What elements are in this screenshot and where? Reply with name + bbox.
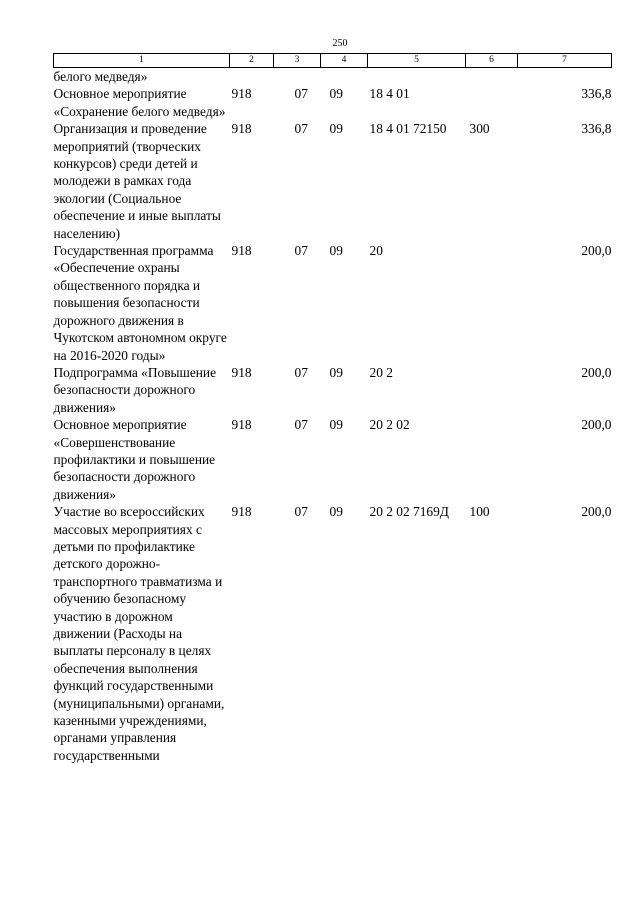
table-row [54,120,612,242]
row-admin-code: 918 [231,121,252,137]
row-expense-type [466,416,518,503]
row-amount: 200,0 [581,364,612,380]
column-number-1: 1 [54,54,230,68]
row-section: 07 [294,86,308,102]
row-subsection: 09 [329,504,343,520]
row-name: Государственная программа «Обеспечение охраны общественного порядка и повышения безопасности дорожного движения в Чукотском автономном округе на 2016-2020 годы» [53,243,227,363]
row-expense-type: 100 [469,504,490,520]
row-amount: 200,0 [581,504,612,520]
row-amount [518,68,612,86]
row-subsection: 09 [329,121,343,137]
column-number-7: 7 [518,54,612,68]
row-admin-code [230,68,274,86]
row-section: 07 [294,417,308,433]
table-row [54,85,612,120]
row-name: Основное мероприятие «Совершенствование профилактики и повышение безопасности дорожного движения» [53,417,216,502]
page-number: 250 [332,38,348,49]
column-number-2: 2 [230,54,274,68]
column-number-3: 3 [274,54,321,68]
row-admin-code: 918 [231,364,252,380]
row-target-article [368,68,466,86]
row-expense-type [466,364,518,416]
table-row [54,242,612,364]
row-name: Организация и проведение мероприятий (творческих конкурсов) среди детей и молодежи в рамках года экологии (Социальное обеспечение и иные выплаты населению) [53,121,221,241]
row-target-article: 20 [369,243,383,259]
row-amount: 336,8 [581,86,612,102]
row-admin-code: 918 [231,86,252,102]
row-target-article: 18 4 01 [369,86,410,102]
row-amount: 200,0 [581,417,612,433]
row-subsection: 09 [329,243,343,259]
row-section: 07 [294,121,308,137]
row-amount: 200,0 [581,243,612,259]
row-expense-type: 300 [469,121,490,137]
row-target-article: 20 2 02 [369,417,410,433]
column-number-5: 5 [368,54,466,68]
row-amount: 336,8 [581,121,612,137]
row-expense-type [466,242,518,364]
row-name: белого медведя» [53,69,148,84]
row-section: 07 [294,504,308,520]
row-section: 07 [294,243,308,259]
table-row [54,364,612,416]
row-expense-type [466,85,518,120]
table-row [54,416,612,503]
column-number-6: 6 [466,54,518,68]
column-number-row [54,54,612,68]
row-name: Подпрограмма «Повышение безопасности дорожного движения» [53,364,217,415]
row-subsection [321,68,368,86]
row-admin-code: 918 [231,504,252,520]
column-number-4: 4 [321,54,368,68]
table-row [54,503,612,764]
row-section: 07 [294,364,308,380]
table-row [54,68,612,86]
budget-table [53,53,612,764]
row-section [274,68,321,86]
row-admin-code: 918 [231,417,252,433]
row-target-article: 18 4 01 72150 [369,121,447,137]
row-admin-code: 918 [231,243,252,259]
row-subsection: 09 [329,86,343,102]
row-target-article: 20 2 02 7169Д [369,504,449,520]
row-subsection: 09 [329,417,343,433]
row-name: Основное мероприятие «Сохранение белого медведя» [53,86,226,119]
row-target-article: 20 2 [369,364,393,380]
row-subsection: 09 [329,364,343,380]
row-expense-type [466,68,518,86]
row-name: Участие во всероссийских массовых мероприятиях с детьми по профилактике детского дорожно-транспортного травматизма и обучению безопасному участию в дорожном движении (Расходы на выплаты персоналу в целях обеспечения выполнения функций государственными (муниципальными) органами, казенными учреждениями, органами управления государственными [53,504,225,763]
